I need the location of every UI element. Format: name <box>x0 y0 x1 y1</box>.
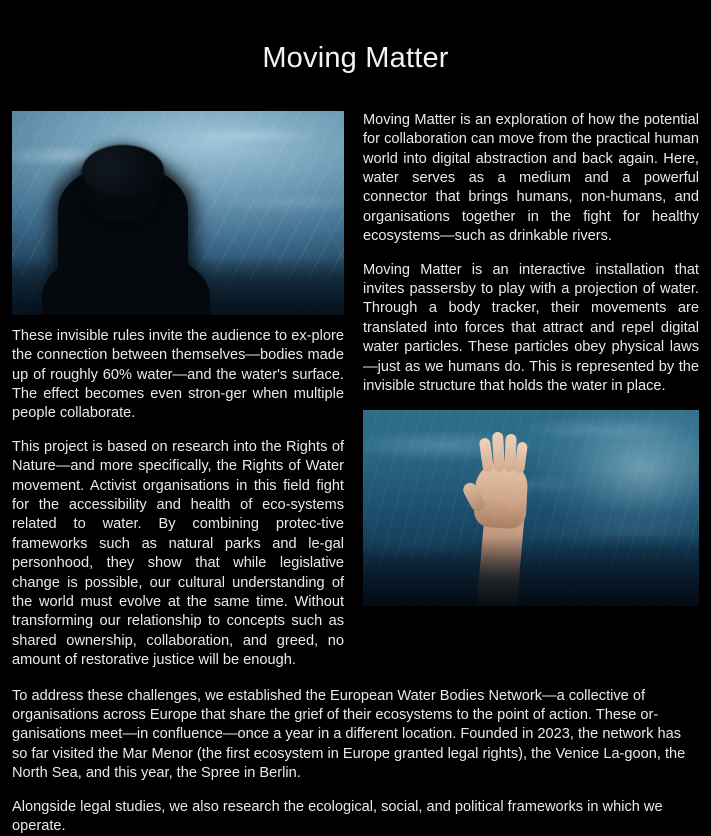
document-page <box>0 19 711 835</box>
right-paragraph-2: Moving Matter is an interactive installation that invites passersby to play with a projection of water. Through a body tracker, their movements are translated into forces that attract and repel digital water particles. These particles obey physical laws—just as we humans do. This is represented by the invisible structure that holds the water in place. <box>363 261 699 395</box>
page-title: Moving Matter <box>262 42 449 75</box>
left-column <box>12 111 344 671</box>
right-paragraph-1: Moving Matter is an exploration of how the potential for collaboration can move from the practical human world into digital abstraction and back again. Here, water serves as a medium and a powerful connector that brings humans, non-humans, and organisations together in the fight for healthy ecosystems—such as drinkable rivers. <box>363 111 699 245</box>
bottom-paragraph-1: To address these challenges, we established the European Water Bodies Network—a collective of organisations across Europe that share the grief of their ecosystems to the point of action. These or-ganisations meet—in confluence—once a year in a different location. Founded in 2023, the network has so far visited the Mar Menor (the first ecosystem in Europe granted legal rights), the Venice La-goon, the North Sea, and this year, the Spree in Berlin. <box>12 687 686 782</box>
left-paragraph-1: These invisible rules invite the audience to ex-plore the connection between themselves—bodies made up of roughly 60% water—and the water's surface. The effect becomes even stron-ger when multiple people collaborate. <box>12 327 344 422</box>
photo-vignette <box>363 536 699 606</box>
two-column-body <box>0 111 711 671</box>
left-paragraph-2: This project is based on research into the Rights of Nature—and more specifically, the Rights of Water movement. Activist organisations in this field fight for the accessibility and health of eco-systems related to water. By combining protec-tive frameworks such as natural parks and le-gal personhood, they show that while legislative change is possible, our cultural understanding of the world must evolve at the same time. Without transforming our relationship to concepts such as shared ownership, collaboration, and greed, no amount of restorative justice will be enough. <box>12 438 344 669</box>
silhouette-hair <box>82 145 164 197</box>
right-column <box>363 111 699 671</box>
bottom-full-width-block <box>0 671 711 836</box>
bottom-paragraph-2: Alongside legal studies, we also research the ecological, social, and political frameworks in which we operate. <box>12 798 663 835</box>
hand-reaching-through-water-photo <box>363 410 699 606</box>
person-before-projected-water-photo <box>12 111 344 315</box>
